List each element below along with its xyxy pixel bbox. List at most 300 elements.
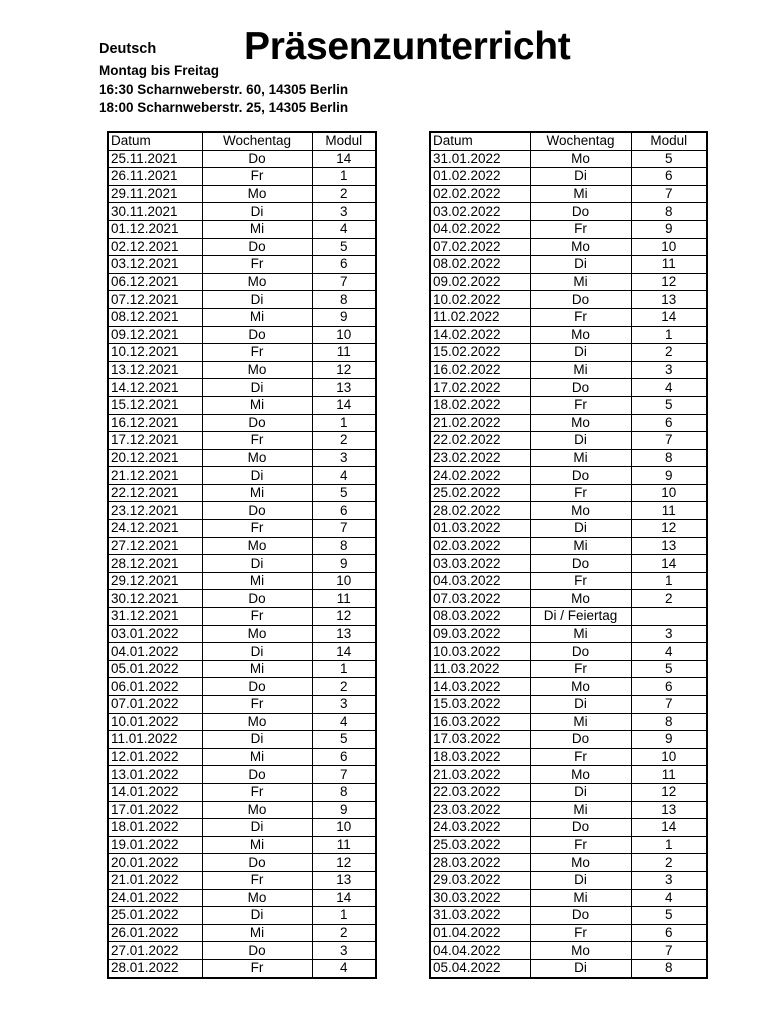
table-row bbox=[430, 361, 707, 379]
table-row bbox=[108, 748, 376, 766]
table-row bbox=[430, 854, 707, 872]
weekday-cell: Mo bbox=[202, 185, 312, 203]
module-cell: 1 bbox=[312, 907, 376, 925]
table-row bbox=[108, 203, 376, 221]
weekday-cell: Di bbox=[530, 783, 631, 801]
date-cell: 21.03.2022 bbox=[430, 766, 530, 784]
weekday-cell: Do bbox=[202, 326, 312, 344]
weekday-cell: Di bbox=[530, 168, 631, 186]
table-row bbox=[108, 889, 376, 907]
module-cell: 4 bbox=[312, 959, 376, 977]
table-row bbox=[430, 643, 707, 661]
date-cell: 16.12.2021 bbox=[108, 414, 202, 432]
weekday-cell: Mo bbox=[202, 889, 312, 907]
module-cell: 2 bbox=[631, 344, 707, 362]
module-cell: 9 bbox=[312, 308, 376, 326]
table-row bbox=[108, 396, 376, 414]
module-cell: 1 bbox=[631, 572, 707, 590]
weekday-cell: Do bbox=[202, 766, 312, 784]
date-cell: 18.01.2022 bbox=[108, 819, 202, 837]
module-cell: 5 bbox=[631, 150, 707, 168]
table-row bbox=[430, 185, 707, 203]
module-cell: 12 bbox=[312, 361, 376, 379]
weekday-cell: Do bbox=[202, 854, 312, 872]
table-row bbox=[430, 783, 707, 801]
module-cell: 3 bbox=[312, 449, 376, 467]
subject-label: Deutsch bbox=[99, 41, 157, 57]
date-cell: 21.01.2022 bbox=[108, 871, 202, 889]
module-cell: 4 bbox=[631, 643, 707, 661]
table-body bbox=[108, 150, 376, 977]
date-cell: 10.12.2021 bbox=[108, 344, 202, 362]
module-cell: 6 bbox=[312, 502, 376, 520]
weekday-cell: Mi bbox=[202, 308, 312, 326]
module-cell: 12 bbox=[631, 520, 707, 538]
date-cell: 14.03.2022 bbox=[430, 678, 530, 696]
module-cell: 5 bbox=[312, 731, 376, 749]
module-cell: 2 bbox=[631, 590, 707, 608]
date-cell: 06.12.2021 bbox=[108, 273, 202, 291]
module-cell: 2 bbox=[631, 854, 707, 872]
module-cell: 7 bbox=[312, 766, 376, 784]
date-cell: 10.02.2022 bbox=[430, 291, 530, 309]
weekday-cell: Mo bbox=[530, 590, 631, 608]
date-cell: 22.02.2022 bbox=[430, 432, 530, 450]
date-cell: 26.01.2022 bbox=[108, 924, 202, 942]
module-cell: 1 bbox=[631, 836, 707, 854]
date-cell: 08.03.2022 bbox=[430, 608, 530, 626]
weekday-cell: Do bbox=[530, 291, 631, 309]
date-cell: 22.12.2021 bbox=[108, 484, 202, 502]
weekday-cell: Mi bbox=[202, 924, 312, 942]
table-row bbox=[108, 555, 376, 573]
module-cell: 10 bbox=[312, 819, 376, 837]
date-cell: 04.02.2022 bbox=[430, 220, 530, 238]
weekday-cell: Di bbox=[530, 959, 631, 977]
module-cell: 5 bbox=[631, 396, 707, 414]
module-cell: 14 bbox=[631, 308, 707, 326]
module-cell: 8 bbox=[631, 449, 707, 467]
date-cell: 04.01.2022 bbox=[108, 643, 202, 661]
table-row bbox=[108, 484, 376, 502]
date-cell: 21.02.2022 bbox=[430, 414, 530, 432]
module-cell: 8 bbox=[312, 783, 376, 801]
table-row bbox=[430, 608, 707, 626]
module-cell: 11 bbox=[312, 344, 376, 362]
module-cell: 8 bbox=[631, 713, 707, 731]
table-row bbox=[108, 150, 376, 168]
weekday-cell: Fr bbox=[202, 871, 312, 889]
weekday-cell: Mi bbox=[530, 625, 631, 643]
table-row bbox=[430, 150, 707, 168]
module-cell: 2 bbox=[312, 185, 376, 203]
module-cell: 14 bbox=[312, 643, 376, 661]
date-cell: 02.02.2022 bbox=[430, 185, 530, 203]
date-cell: 15.12.2021 bbox=[108, 396, 202, 414]
table-row bbox=[430, 836, 707, 854]
weekday-cell: Do bbox=[530, 819, 631, 837]
weekday-cell: Do bbox=[202, 678, 312, 696]
date-cell: 06.01.2022 bbox=[108, 678, 202, 696]
weekday-cell: Mo bbox=[530, 150, 631, 168]
date-cell: 11.01.2022 bbox=[108, 731, 202, 749]
date-cell: 26.11.2021 bbox=[108, 168, 202, 186]
weekday-cell: Mo bbox=[530, 942, 631, 960]
table-row bbox=[430, 537, 707, 555]
date-cell: 28.01.2022 bbox=[108, 959, 202, 977]
table-row bbox=[108, 467, 376, 485]
module-cell: 9 bbox=[631, 731, 707, 749]
module-cell: 14 bbox=[631, 555, 707, 573]
table-row bbox=[108, 326, 376, 344]
date-cell: 14.01.2022 bbox=[108, 783, 202, 801]
date-cell: 05.01.2022 bbox=[108, 660, 202, 678]
table-row bbox=[108, 572, 376, 590]
weekday-cell: Di bbox=[202, 643, 312, 661]
module-cell: 7 bbox=[312, 273, 376, 291]
date-cell: 28.02.2022 bbox=[430, 502, 530, 520]
weekday-cell: Mi bbox=[202, 836, 312, 854]
module-cell: 3 bbox=[631, 625, 707, 643]
weekday-cell: Di bbox=[530, 520, 631, 538]
weekday-cell: Mo bbox=[530, 854, 631, 872]
table-row bbox=[430, 555, 707, 573]
weekday-cell: Mi bbox=[202, 484, 312, 502]
module-cell: 8 bbox=[631, 959, 707, 977]
date-cell: 13.01.2022 bbox=[108, 766, 202, 784]
table-row bbox=[108, 256, 376, 274]
date-cell: 13.12.2021 bbox=[108, 361, 202, 379]
date-cell: 11.02.2022 bbox=[430, 308, 530, 326]
module-cell: 10 bbox=[312, 572, 376, 590]
date-cell: 25.03.2022 bbox=[430, 836, 530, 854]
date-cell: 24.01.2022 bbox=[108, 889, 202, 907]
table-row bbox=[430, 713, 707, 731]
table-row bbox=[108, 766, 376, 784]
weekday-cell: Fr bbox=[202, 696, 312, 714]
weekday-cell: Do bbox=[202, 502, 312, 520]
weekday-cell: Do bbox=[530, 203, 631, 221]
weekday-cell: Do bbox=[530, 379, 631, 397]
date-cell: 10.01.2022 bbox=[108, 713, 202, 731]
date-cell: 12.01.2022 bbox=[108, 748, 202, 766]
date-cell: 25.02.2022 bbox=[430, 484, 530, 502]
weekday-cell: Di bbox=[202, 907, 312, 925]
table-row bbox=[108, 361, 376, 379]
table-row bbox=[108, 449, 376, 467]
table-row bbox=[430, 484, 707, 502]
date-cell: 14.02.2022 bbox=[430, 326, 530, 344]
module-cell: 1 bbox=[312, 168, 376, 186]
table-row bbox=[108, 783, 376, 801]
table-row bbox=[108, 291, 376, 309]
date-cell: 23.12.2021 bbox=[108, 502, 202, 520]
date-cell: 09.02.2022 bbox=[430, 273, 530, 291]
table-row bbox=[430, 678, 707, 696]
module-cell: 14 bbox=[631, 819, 707, 837]
weekday-cell: Fr bbox=[202, 432, 312, 450]
table-row bbox=[430, 907, 707, 925]
module-cell: 6 bbox=[631, 924, 707, 942]
date-cell: 27.01.2022 bbox=[108, 942, 202, 960]
date-cell: 17.01.2022 bbox=[108, 801, 202, 819]
date-cell: 28.12.2021 bbox=[108, 555, 202, 573]
table-row bbox=[430, 660, 707, 678]
weekday-cell: Do bbox=[202, 150, 312, 168]
table-row bbox=[108, 854, 376, 872]
module-cell: 13 bbox=[312, 871, 376, 889]
module-cell: 7 bbox=[312, 520, 376, 538]
table-row bbox=[108, 220, 376, 238]
column-header-weekday: Wochentag bbox=[530, 132, 631, 150]
column-header-module: Modul bbox=[312, 132, 376, 150]
module-cell: 14 bbox=[312, 889, 376, 907]
weekday-cell: Fr bbox=[202, 168, 312, 186]
module-cell: 2 bbox=[312, 432, 376, 450]
module-cell: 9 bbox=[631, 467, 707, 485]
table-row bbox=[430, 467, 707, 485]
date-cell: 02.03.2022 bbox=[430, 537, 530, 555]
module-cell: 11 bbox=[631, 256, 707, 274]
table-row bbox=[430, 572, 707, 590]
table-row bbox=[108, 907, 376, 925]
module-cell: 1 bbox=[312, 414, 376, 432]
date-cell: 03.02.2022 bbox=[430, 203, 530, 221]
module-cell: 10 bbox=[312, 326, 376, 344]
table-row bbox=[430, 731, 707, 749]
date-cell: 22.03.2022 bbox=[430, 783, 530, 801]
module-cell: 12 bbox=[631, 273, 707, 291]
module-cell: 12 bbox=[312, 608, 376, 626]
date-cell: 05.04.2022 bbox=[430, 959, 530, 977]
module-cell: 8 bbox=[312, 291, 376, 309]
weekday-cell: Mo bbox=[202, 625, 312, 643]
module-cell: 1 bbox=[631, 326, 707, 344]
module-cell: 5 bbox=[312, 238, 376, 256]
column-header-date: Datum bbox=[108, 132, 202, 150]
weekday-cell: Di / Feiertag bbox=[530, 608, 631, 626]
date-cell: 18.03.2022 bbox=[430, 748, 530, 766]
date-cell: 09.03.2022 bbox=[430, 625, 530, 643]
weekday-cell: Fr bbox=[202, 520, 312, 538]
table-row bbox=[430, 203, 707, 221]
column-header-date: Datum bbox=[430, 132, 530, 150]
table-row bbox=[430, 502, 707, 520]
date-cell: 30.03.2022 bbox=[430, 889, 530, 907]
module-cell: 3 bbox=[312, 203, 376, 221]
page-title: Präsenzunterricht bbox=[244, 25, 571, 68]
weekday-cell: Mi bbox=[202, 396, 312, 414]
date-cell: 08.12.2021 bbox=[108, 308, 202, 326]
weekday-cell: Mo bbox=[530, 414, 631, 432]
module-cell: 2 bbox=[312, 678, 376, 696]
date-cell: 29.12.2021 bbox=[108, 572, 202, 590]
date-cell: 07.01.2022 bbox=[108, 696, 202, 714]
date-cell: 07.12.2021 bbox=[108, 291, 202, 309]
date-cell: 31.12.2021 bbox=[108, 608, 202, 626]
weekday-cell: Fr bbox=[530, 396, 631, 414]
weekday-cell: Mi bbox=[202, 748, 312, 766]
date-cell: 14.12.2021 bbox=[108, 379, 202, 397]
table-row bbox=[430, 889, 707, 907]
weekday-cell: Mi bbox=[202, 572, 312, 590]
module-cell: 11 bbox=[631, 502, 707, 520]
table-row bbox=[108, 959, 376, 977]
module-cell: 8 bbox=[312, 537, 376, 555]
table-row bbox=[108, 643, 376, 661]
module-cell: 6 bbox=[631, 414, 707, 432]
table-row bbox=[430, 696, 707, 714]
location-time-1: 16:30 Scharnweberstr. 60, 14305 Berlin bbox=[99, 82, 349, 97]
weekday-cell: Di bbox=[202, 291, 312, 309]
table-row bbox=[430, 520, 707, 538]
table-row bbox=[108, 308, 376, 326]
date-cell: 19.01.2022 bbox=[108, 836, 202, 854]
date-cell: 17.02.2022 bbox=[430, 379, 530, 397]
column-header-weekday: Wochentag bbox=[202, 132, 312, 150]
weekday-cell: Fr bbox=[530, 220, 631, 238]
table-row bbox=[430, 871, 707, 889]
weekday-cell: Fr bbox=[530, 748, 631, 766]
weekday-cell: Do bbox=[202, 238, 312, 256]
date-cell: 17.03.2022 bbox=[430, 731, 530, 749]
schedule-table-right bbox=[429, 131, 708, 979]
table-row bbox=[108, 801, 376, 819]
weekday-cell: Di bbox=[202, 379, 312, 397]
weekday-cell: Fr bbox=[530, 308, 631, 326]
module-cell: 7 bbox=[631, 942, 707, 960]
module-cell: 4 bbox=[631, 379, 707, 397]
module-cell: 10 bbox=[631, 238, 707, 256]
weekday-cell: Mo bbox=[202, 361, 312, 379]
date-cell: 17.12.2021 bbox=[108, 432, 202, 450]
module-cell: 6 bbox=[312, 256, 376, 274]
date-cell: 11.03.2022 bbox=[430, 660, 530, 678]
module-cell: 1 bbox=[312, 660, 376, 678]
weekday-cell: Di bbox=[530, 696, 631, 714]
table-row bbox=[430, 959, 707, 977]
table-header-row bbox=[430, 132, 707, 150]
module-cell: 9 bbox=[312, 555, 376, 573]
table-row bbox=[430, 819, 707, 837]
table-row bbox=[108, 678, 376, 696]
module-cell: 4 bbox=[312, 467, 376, 485]
table-row bbox=[430, 449, 707, 467]
date-cell: 31.03.2022 bbox=[430, 907, 530, 925]
date-cell: 21.12.2021 bbox=[108, 467, 202, 485]
module-cell: 4 bbox=[312, 220, 376, 238]
table-row bbox=[108, 871, 376, 889]
table-row bbox=[430, 238, 707, 256]
weekday-cell: Fr bbox=[202, 608, 312, 626]
date-cell: 01.12.2021 bbox=[108, 220, 202, 238]
weekday-cell: Do bbox=[530, 467, 631, 485]
schedule-table-left bbox=[107, 131, 377, 979]
weekday-cell: Di bbox=[530, 432, 631, 450]
weekday-cell: Mi bbox=[530, 537, 631, 555]
date-cell: 04.04.2022 bbox=[430, 942, 530, 960]
table-row bbox=[108, 168, 376, 186]
weekday-cell: Mi bbox=[530, 273, 631, 291]
date-cell: 29.03.2022 bbox=[430, 871, 530, 889]
date-cell: 30.11.2021 bbox=[108, 203, 202, 221]
weekday-cell: Mo bbox=[530, 502, 631, 520]
module-cell: 3 bbox=[312, 696, 376, 714]
module-cell: 6 bbox=[631, 168, 707, 186]
module-cell: 11 bbox=[312, 836, 376, 854]
date-cell: 09.12.2021 bbox=[108, 326, 202, 344]
date-cell: 31.01.2022 bbox=[430, 150, 530, 168]
weekday-cell: Do bbox=[202, 590, 312, 608]
module-cell: 5 bbox=[312, 484, 376, 502]
module-cell: 3 bbox=[631, 871, 707, 889]
weekday-cell: Mi bbox=[530, 713, 631, 731]
weekday-cell: Do bbox=[202, 414, 312, 432]
module-cell: 12 bbox=[312, 854, 376, 872]
table-row bbox=[108, 942, 376, 960]
date-cell: 16.03.2022 bbox=[430, 713, 530, 731]
date-cell: 27.12.2021 bbox=[108, 537, 202, 555]
date-cell: 20.12.2021 bbox=[108, 449, 202, 467]
table-row bbox=[108, 379, 376, 397]
table-row bbox=[108, 924, 376, 942]
table-row bbox=[430, 291, 707, 309]
date-cell: 01.03.2022 bbox=[430, 520, 530, 538]
weekday-cell: Fr bbox=[202, 959, 312, 977]
weekday-cell: Do bbox=[530, 731, 631, 749]
weekday-cell: Mi bbox=[530, 801, 631, 819]
table-row bbox=[430, 326, 707, 344]
table-row bbox=[430, 220, 707, 238]
date-cell: 16.02.2022 bbox=[430, 361, 530, 379]
table-row bbox=[430, 396, 707, 414]
date-cell: 15.03.2022 bbox=[430, 696, 530, 714]
table-row bbox=[108, 590, 376, 608]
weekday-cell: Di bbox=[530, 256, 631, 274]
weekday-cell: Do bbox=[530, 907, 631, 925]
date-cell: 08.02.2022 bbox=[430, 256, 530, 274]
date-cell: 20.01.2022 bbox=[108, 854, 202, 872]
table-row bbox=[108, 238, 376, 256]
table-row bbox=[430, 801, 707, 819]
weekday-cell: Mo bbox=[530, 766, 631, 784]
weekday-cell: Do bbox=[202, 942, 312, 960]
weekday-cell: Fr bbox=[202, 256, 312, 274]
date-cell: 01.04.2022 bbox=[430, 924, 530, 942]
weekday-cell: Di bbox=[530, 344, 631, 362]
date-cell: 25.11.2021 bbox=[108, 150, 202, 168]
date-cell: 15.02.2022 bbox=[430, 344, 530, 362]
date-cell: 01.02.2022 bbox=[430, 168, 530, 186]
module-cell: 13 bbox=[631, 291, 707, 309]
weekday-cell: Mi bbox=[530, 185, 631, 203]
weekday-cell: Mi bbox=[202, 660, 312, 678]
table-row bbox=[430, 414, 707, 432]
weekday-cell: Mi bbox=[202, 220, 312, 238]
module-cell: 14 bbox=[312, 396, 376, 414]
table-row bbox=[108, 819, 376, 837]
table-row bbox=[108, 273, 376, 291]
date-cell: 02.12.2021 bbox=[108, 238, 202, 256]
date-cell: 24.12.2021 bbox=[108, 520, 202, 538]
module-cell: 6 bbox=[312, 748, 376, 766]
date-cell: 28.03.2022 bbox=[430, 854, 530, 872]
weekday-cell: Do bbox=[530, 643, 631, 661]
date-cell: 03.12.2021 bbox=[108, 256, 202, 274]
module-cell: 10 bbox=[631, 748, 707, 766]
weekday-cell: Mo bbox=[202, 449, 312, 467]
module-cell: 7 bbox=[631, 696, 707, 714]
